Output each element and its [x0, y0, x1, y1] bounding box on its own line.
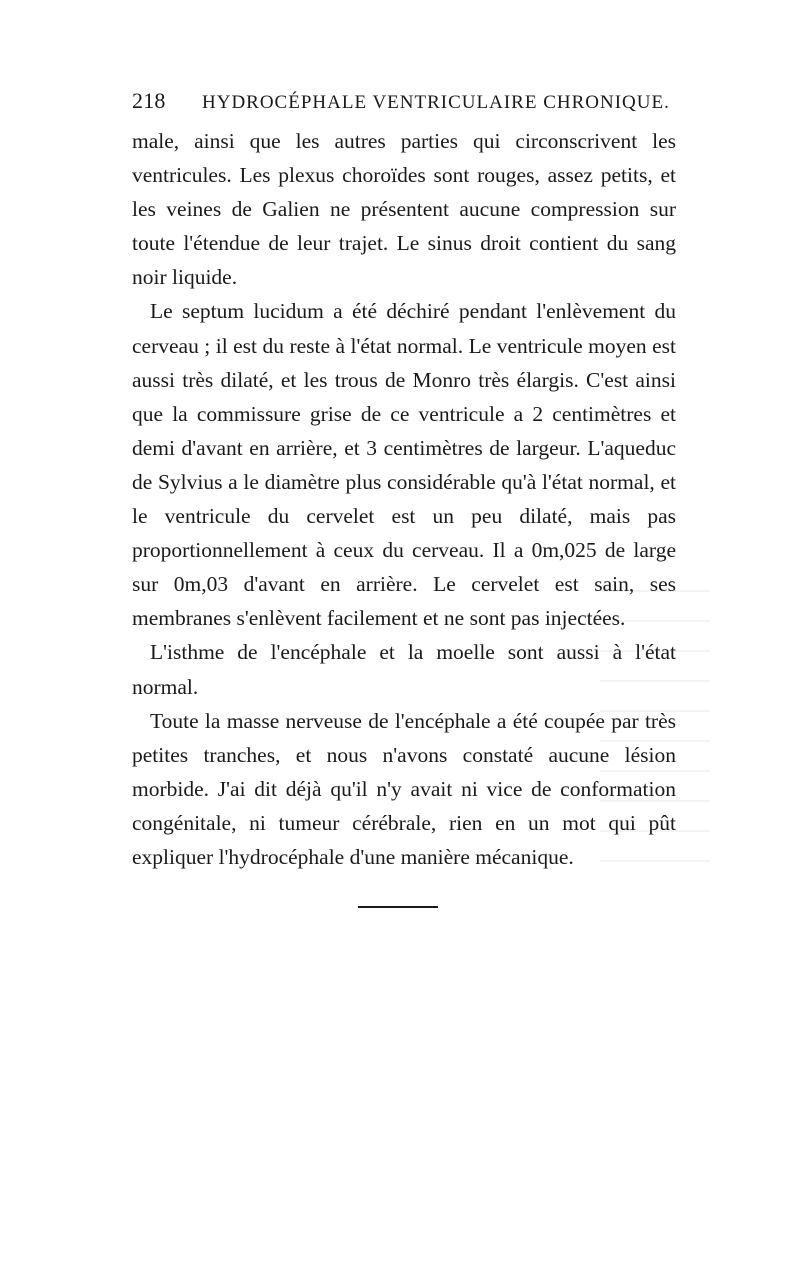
- paragraph-3: L'isthme de l'encéphale et la moelle sont aussi à l'état normal.: [132, 640, 676, 699]
- page: [132, 88, 676, 874]
- end-rule: [358, 906, 438, 908]
- body-text: [132, 124, 676, 874]
- page-number: 218: [132, 88, 166, 113]
- paragraph-4: Toute la masse nerveuse de l'encéphale a été coupée par très petites tranches, et nous n'avons constaté aucune lésion morbide. J'ai dit déjà qu'il n'y avait ni vice de conformation congénitale, ni tumeur cérébrale, rien en un mot qui pût expliquer l'hydrocéphale d'une manière mécanique.: [132, 708, 676, 869]
- show-through-bleed: [600, 590, 710, 890]
- running-title: HYDROCÉPHALE VENTRICULAIRE CHRONIQUE.: [202, 92, 670, 113]
- running-head: [132, 88, 676, 118]
- paragraph-1: male, ainsi que les autres parties qui circonscrivent les ventricules. Les plexus choroïdes sont rouges, assez petits, et les veines de Galien ne présentent aucune compression sur toute l'étendue de leur trajet. Le sinus droit contient du sang noir liquide.: [132, 129, 676, 290]
- paragraph-2: Le septum lucidum a été déchiré pendant l'enlèvement du cerveau ; il est du reste à l'état normal. Le ventricule moyen est aussi très dilaté, et les trous de Monro très élargis. C'est ainsi que la commissure grise de ce ventricule a 2 centimètres et demi d'avant en arrière, et 3 centimètres de largeur. L'aqueduc de Sylvius a le diamètre plus considérable qu'à l'état normal, et le ventricule du cervelet est un peu dilaté, mais pas proportionnellement à ceux du cerveau. Il a 0m,025 de large sur 0m,03 d'avant en arrière. Le cervelet est sain, ses membranes s'enlèvent facilement et ne sont pas injectées.: [132, 299, 676, 631]
